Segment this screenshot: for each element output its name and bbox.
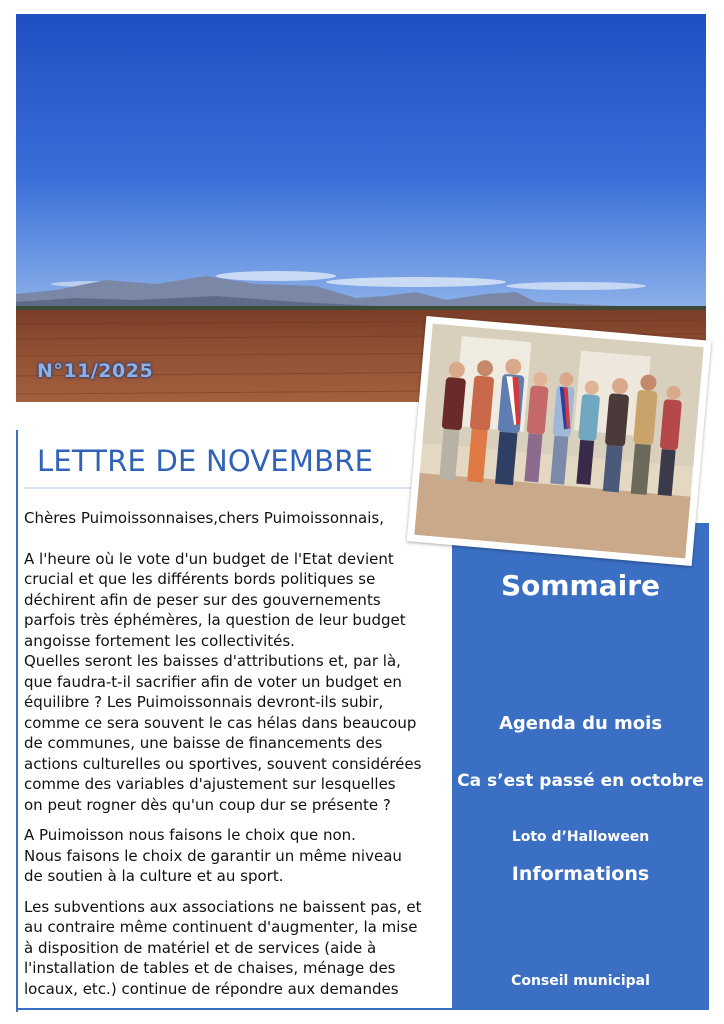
text-line: de soutien à la culture et au sport.	[24, 867, 284, 885]
text-line: A Puimoisson nous faisons le choix que non.	[24, 826, 356, 844]
sommaire-item-conseil[interactable]: Conseil municipal	[511, 973, 650, 989]
letter-greeting: Chères Puimoissonnaises,chers Puimoissonnais,	[24, 509, 384, 527]
group-photo-frame	[407, 316, 712, 566]
text-line: Les subventions aux associations ne baissent pas, et	[24, 897, 422, 916]
left-border-rule	[16, 430, 18, 1012]
letter-paragraph-3	[24, 897, 452, 1000]
text-line: de communes, une baisse de financements des	[24, 734, 383, 752]
letter-paragraph-1	[24, 549, 452, 816]
page-title: LETTRE DE NOVEMBRE	[37, 444, 374, 478]
text-line: déchirent afin de peser sur des gouvernements	[24, 590, 381, 609]
text-line: l'installation de tables et de chaises, ménage des	[24, 959, 396, 977]
text-line: comme ce sera souvent le cas hélas dans beaucoup	[24, 713, 417, 732]
text-line: Nous faisons le choix de garantir un même niveau	[24, 846, 402, 865]
letter-paragraph-2	[24, 825, 452, 887]
text-line: locaux, etc.) continue de répondre aux demandes	[24, 979, 399, 998]
text-line: au contraire même continuent d'augmenter, la mise	[24, 918, 418, 936]
text-line: équilibre ? Les Puimoissonnais devront-ils subir,	[24, 693, 384, 711]
sommaire-item-informations[interactable]: Informations	[511, 863, 650, 885]
group-photo	[414, 324, 703, 559]
text-line: A l'heure où le vote d'un budget de l'Etat devient	[24, 549, 394, 568]
sommaire-item-octobre[interactable]: Ca s’est passé en octobre	[457, 771, 704, 791]
text-line: parfois très éphémères, la question de leur budget	[24, 611, 406, 629]
sommaire-item-agenda[interactable]: Agenda du mois	[498, 713, 663, 734]
text-line: Quelles seront les baisses d'attributions et, par là,	[24, 652, 401, 670]
letter-body	[24, 508, 452, 999]
text-line: comme des variables d'ajustement sur lesquelles	[24, 775, 396, 793]
issue-number: N°11/2025	[37, 360, 154, 382]
text-line: angoisse fortement les collectivités.	[24, 631, 295, 650]
sommaire-panel	[452, 523, 709, 1010]
sommaire-item-loto[interactable]: Loto d’Halloween	[511, 829, 650, 845]
text-line: à disposition de matériel et de services (aide à	[24, 938, 377, 957]
text-line: on peut rogner dès qu'un coup dur se présente ?	[24, 795, 391, 814]
text-line: crucial et que les différents bords politiques se	[24, 570, 376, 588]
title-divider	[24, 487, 424, 489]
text-line: actions culturelles ou sportives, souvent considérées	[24, 754, 422, 773]
sommaire-heading: Sommaire	[500, 569, 661, 602]
text-line: que faudra-t-il sacrifier afin de voter un budget en	[24, 672, 402, 691]
